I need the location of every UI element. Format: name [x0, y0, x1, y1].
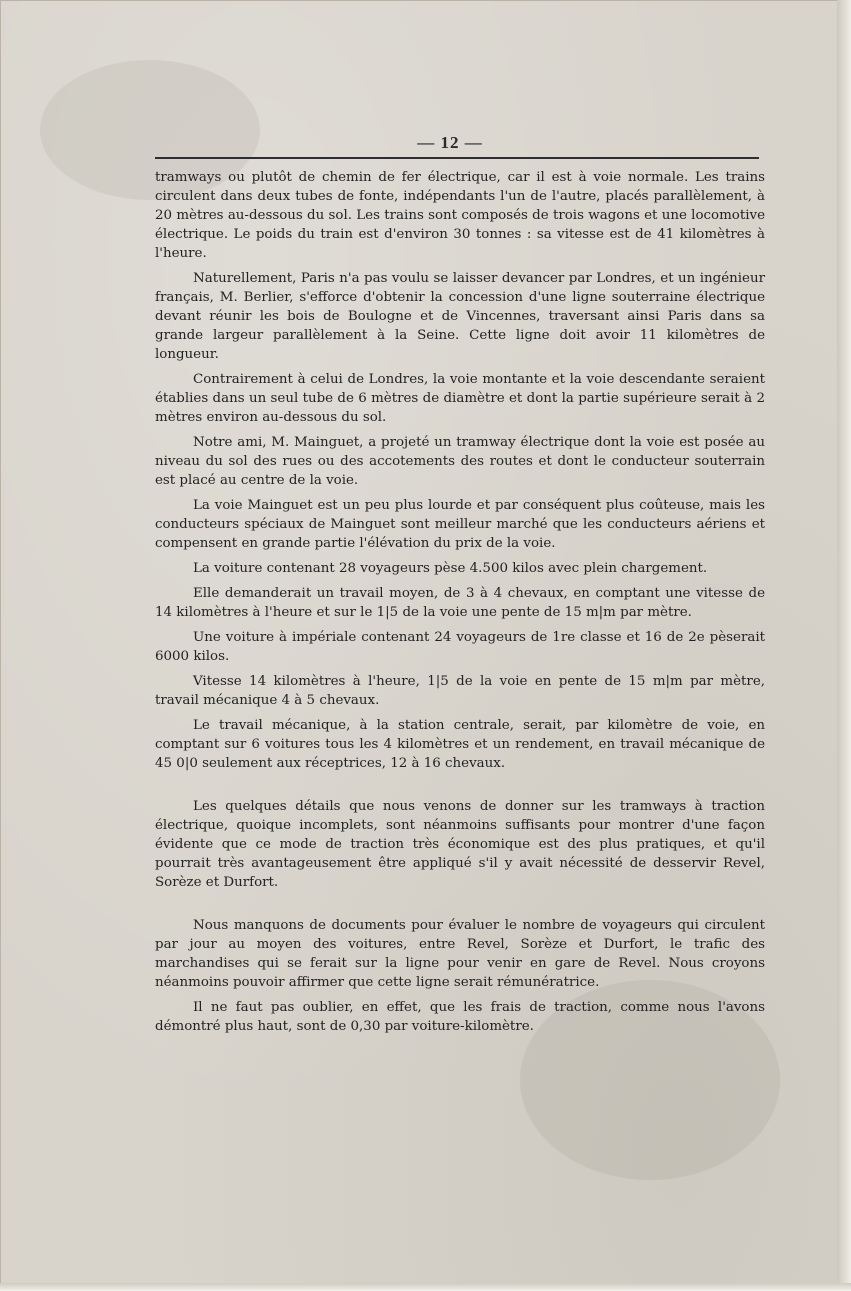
paragraph: La voie Mainguet est un peu plus lourde et par conséquent plus coûteuse, mais les conducteurs spéciaux de Mainguet sont meilleur marché que les conducteurs aériens et compensent en grande partie l'élévation du prix de la voie. — [155, 498, 765, 551]
paragraph: Le travail mécanique, à la station centrale, serait, par kilomètre de voie, en comptant sur 6 voitures tous les 4 kilomètres et un rendement, en travail mécanique de 45 0|0 seulement aux réceptrices, 12 à 16 chevaux. — [155, 718, 765, 771]
paragraph: Elle demanderait un travail moyen, de 3 à 4 chevaux, en comptant une vitesse de 14 kilomètres à l'heure et sur le 1|5 de la voie une pente de 15 m|m par mètre. — [155, 586, 765, 620]
paragraph: tramways ou plutôt de chemin de fer électrique, car il est à voie normale. Les trains circulent dans deux tubes de fonte, indépendants l'un de l'autre, placés parallèlement, à 20 mètres au-dessous du sol. Les trains sont composés de trois wagons et une locomotive électrique. Le poids du train est d'environ 30 tonnes : sa vitesse est de 41 kilomètres à l'heure. — [155, 170, 765, 261]
paragraph: Naturellement, Paris n'a pas voulu se laisser devancer par Londres, et un ingénieur français, M. Berlier, s'efforce d'obtenir la concession d'une ligne souterraine électrique devant réunir les bois de Boulogne et de Vincennes, traversant ainsi Paris dans sa grande largeur parallèlement à la Seine. Cette ligne doit avoir 11 kilomètres de longueur. — [155, 271, 765, 362]
body-text — [155, 168, 765, 1036]
page-edge — [837, 0, 851, 1291]
paragraph: Une voiture à impériale contenant 24 voyageurs de 1re classe et 16 de 2e pèserait 6000 kilos. — [155, 630, 765, 664]
header-rule — [155, 157, 759, 159]
paragraph: Il ne faut pas oublier, en effet, que les frais de traction, comme nous l'avons démontré plus haut, sont de 0,30 par voiture-kilomètre. — [155, 1000, 765, 1034]
paragraph: Les quelques détails que nous venons de donner sur les tramways à traction électrique, quoique incomplets, sont néanmoins suffisants pour montrer d'une façon évidente que ce mode de traction très économique est des plus pratiques, et qu'il pourrait très avantageusement être appliqué s'il y avait nécessité de desservir Revel, Sorèze et Durfort. — [155, 799, 765, 890]
page-edge — [0, 1283, 851, 1291]
paragraph: Contrairement à celui de Londres, la voie montante et la voie descendante seraient établies dans un seul tube de 6 mètres de diamètre et dont la partie supérieure serait à 2 mètres environ au-dessous du sol. — [155, 372, 765, 425]
paragraph: Vitesse 14 kilomètres à l'heure, 1|5 de la voie en pente de 15 m|m par mètre, travail mécanique 4 à 5 chevaux. — [155, 674, 765, 708]
page-number: — 12 — — [417, 133, 483, 152]
paragraph: Notre ami, M. Mainguet, a projeté un tramway électrique dont la voie est posée au niveau du sol des rues ou des accotements des routes et dont le conducteur souterrain est placé au centre de la voie. — [155, 435, 765, 488]
paragraph: La voiture contenant 28 voyageurs pèse 4.500 kilos avec plein chargement. — [193, 561, 708, 576]
paragraph: Nous manquons de documents pour évaluer le nombre de voyageurs qui circulent par jour au moyen des voitures, entre Revel, Sorèze et Durfort, le trafic des marchandises qui se ferait sur la ligne pour venir en gare de Revel. Nous croyons néanmoins pouvoir affirmer que cette ligne serait rémunératrice. — [155, 918, 765, 990]
